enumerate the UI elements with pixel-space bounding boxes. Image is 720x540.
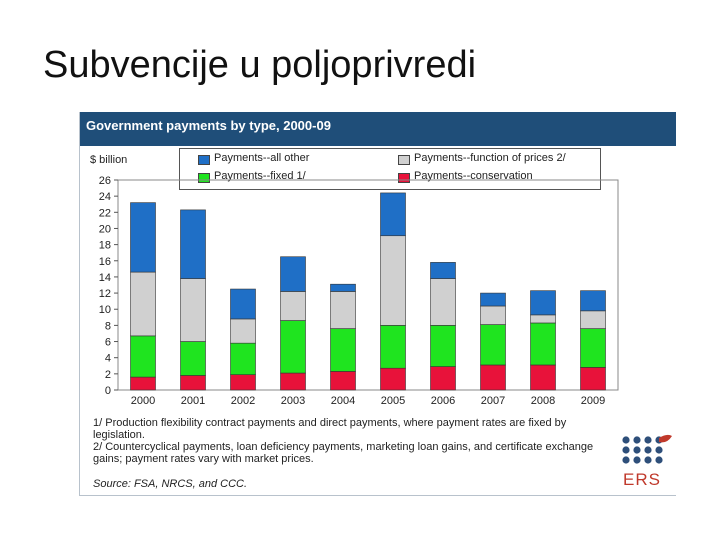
bar-segment-payments-conservation-2007 — [481, 365, 506, 390]
logo-dot — [622, 446, 629, 453]
y-tick-label: 6 — [104, 336, 111, 349]
bar-segment-payments-conservation-2009 — [581, 367, 606, 390]
x-tick-label: 2009 — [580, 395, 606, 407]
bar-segment-payments-function-of-prices-2--2007 — [481, 306, 506, 325]
bar-segment-payments-function-of-prices-2--2004 — [331, 291, 356, 328]
y-tick-label: 4 — [104, 352, 111, 365]
bar-segment-payments-function-of-prices-2--2005 — [381, 236, 406, 326]
bar-segment-payments-fixed-1--2002 — [231, 343, 256, 375]
logo-dot — [644, 446, 651, 453]
bar-segment-payments-fixed-1--2007 — [481, 325, 506, 365]
bar-segment-payments-conservation-2005 — [381, 368, 406, 390]
x-tick-label: 2003 — [280, 395, 306, 407]
bar-segment-payments-all-other-2009 — [581, 291, 606, 311]
ers-logo-dots-icon — [621, 434, 673, 470]
logo-text: ERS — [623, 470, 661, 489]
y-tick-label: 12 — [98, 288, 111, 301]
bar-segment-payments-fixed-1--2006 — [431, 325, 456, 366]
y-tick-label: 8 — [104, 320, 111, 333]
bar-segment-payments-fixed-1--2008 — [531, 323, 556, 365]
legend-label-fixed: Payments--fixed 1/ — [214, 170, 306, 182]
bar-segment-payments-all-other-2004 — [331, 284, 356, 291]
x-tick-label: 2002 — [230, 395, 256, 407]
bar-segment-payments-conservation-2002 — [231, 375, 256, 390]
chart-footnotes — [93, 417, 613, 465]
footnote-1: 1/ Production flexibility contract payments and direct payments, where payment rates are fixed by legislation. — [93, 417, 567, 441]
bar-segment-payments-conservation-2006 — [431, 367, 456, 390]
bar-segment-payments-fixed-1--2003 — [281, 321, 306, 374]
bar-segment-payments-fixed-1--2000 — [131, 336, 156, 377]
y-tick-label: 2 — [104, 368, 111, 381]
bar-segment-payments-function-of-prices-2--2009 — [581, 311, 606, 329]
y-axis-label: $ billion — [90, 154, 128, 166]
bar-segment-payments-function-of-prices-2--2002 — [231, 319, 256, 343]
bar-segment-payments-fixed-1--2001 — [181, 342, 206, 376]
x-tick-label: 2005 — [380, 395, 406, 407]
x-tick-label: 2006 — [430, 395, 456, 407]
bar-segment-payments-all-other-2007 — [481, 293, 506, 306]
logo-dot — [633, 446, 640, 453]
bar-segment-payments-fixed-1--2004 — [331, 329, 356, 372]
bar-segment-payments-fixed-1--2005 — [381, 325, 406, 368]
slide-title: Subvencije u poljoprivredi — [43, 44, 477, 86]
bar-segment-payments-all-other-2003 — [281, 257, 306, 292]
footnote-2: 2/ Countercyclical payments, loan deficiency payments, marketing loan gains, and certificate exchange gains; payment rates vary with market prices. — [93, 441, 594, 465]
bar-segment-payments-conservation-2004 — [331, 371, 356, 390]
chart-title: Government payments by type, 2000-09 — [86, 118, 331, 133]
y-tick-label: 16 — [98, 255, 111, 268]
y-tick-label: 18 — [98, 239, 111, 252]
leaf-icon — [659, 435, 672, 443]
logo-dot — [633, 436, 640, 443]
y-tick-label: 14 — [98, 271, 111, 284]
bar-segment-payments-all-other-2005 — [381, 193, 406, 236]
bar-segment-payments-all-other-2006 — [431, 262, 456, 278]
logo-dot — [655, 456, 662, 463]
chart-plot — [80, 112, 676, 412]
x-tick-label: 2004 — [330, 395, 356, 407]
chart-source: Source: FSA, NRCS, and CCC. — [93, 478, 248, 490]
y-tick-label: 20 — [98, 223, 111, 236]
y-tick-label: 22 — [98, 207, 111, 220]
x-tick-label: 2000 — [130, 395, 156, 407]
bar-segment-payments-function-of-prices-2--2006 — [431, 279, 456, 326]
x-tick-label: 2008 — [530, 395, 556, 407]
logo-dot — [622, 436, 629, 443]
logo-dot — [655, 446, 662, 453]
bar-segment-payments-conservation-2008 — [531, 365, 556, 390]
logo-dot — [644, 456, 651, 463]
bar-segment-payments-function-of-prices-2--2003 — [281, 291, 306, 320]
x-tick-label: 2007 — [480, 395, 506, 407]
x-tick-label: 2001 — [180, 395, 206, 407]
bar-segment-payments-conservation-2001 — [181, 375, 206, 390]
ers-logo — [621, 434, 673, 490]
bar-segment-payments-all-other-2001 — [181, 210, 206, 279]
logo-dot — [644, 436, 651, 443]
y-tick-label: 0 — [104, 385, 111, 397]
chart-figure — [79, 112, 676, 496]
bar-segment-payments-all-other-2000 — [131, 203, 156, 272]
bar-segment-payments-conservation-2003 — [281, 373, 306, 390]
y-tick-label: 26 — [98, 175, 111, 187]
bar-segment-payments-all-other-2002 — [231, 289, 256, 319]
legend-label-conservation: Payments--conservation — [414, 170, 533, 182]
logo-dot — [622, 456, 629, 463]
bar-segment-payments-function-of-prices-2--2008 — [531, 315, 556, 323]
legend-label-function-of-prices: Payments--function of prices 2/ — [414, 152, 566, 164]
bar-segment-payments-all-other-2008 — [531, 291, 556, 315]
logo-dot — [633, 456, 640, 463]
y-tick-label: 10 — [98, 304, 111, 317]
bar-segment-payments-conservation-2000 — [131, 377, 156, 390]
bar-segment-payments-fixed-1--2009 — [581, 329, 606, 368]
legend-label-all-other: Payments--all other — [214, 152, 310, 164]
y-tick-label: 24 — [98, 191, 111, 204]
bar-segment-payments-function-of-prices-2--2001 — [181, 279, 206, 342]
bar-segment-payments-function-of-prices-2--2000 — [131, 272, 156, 336]
